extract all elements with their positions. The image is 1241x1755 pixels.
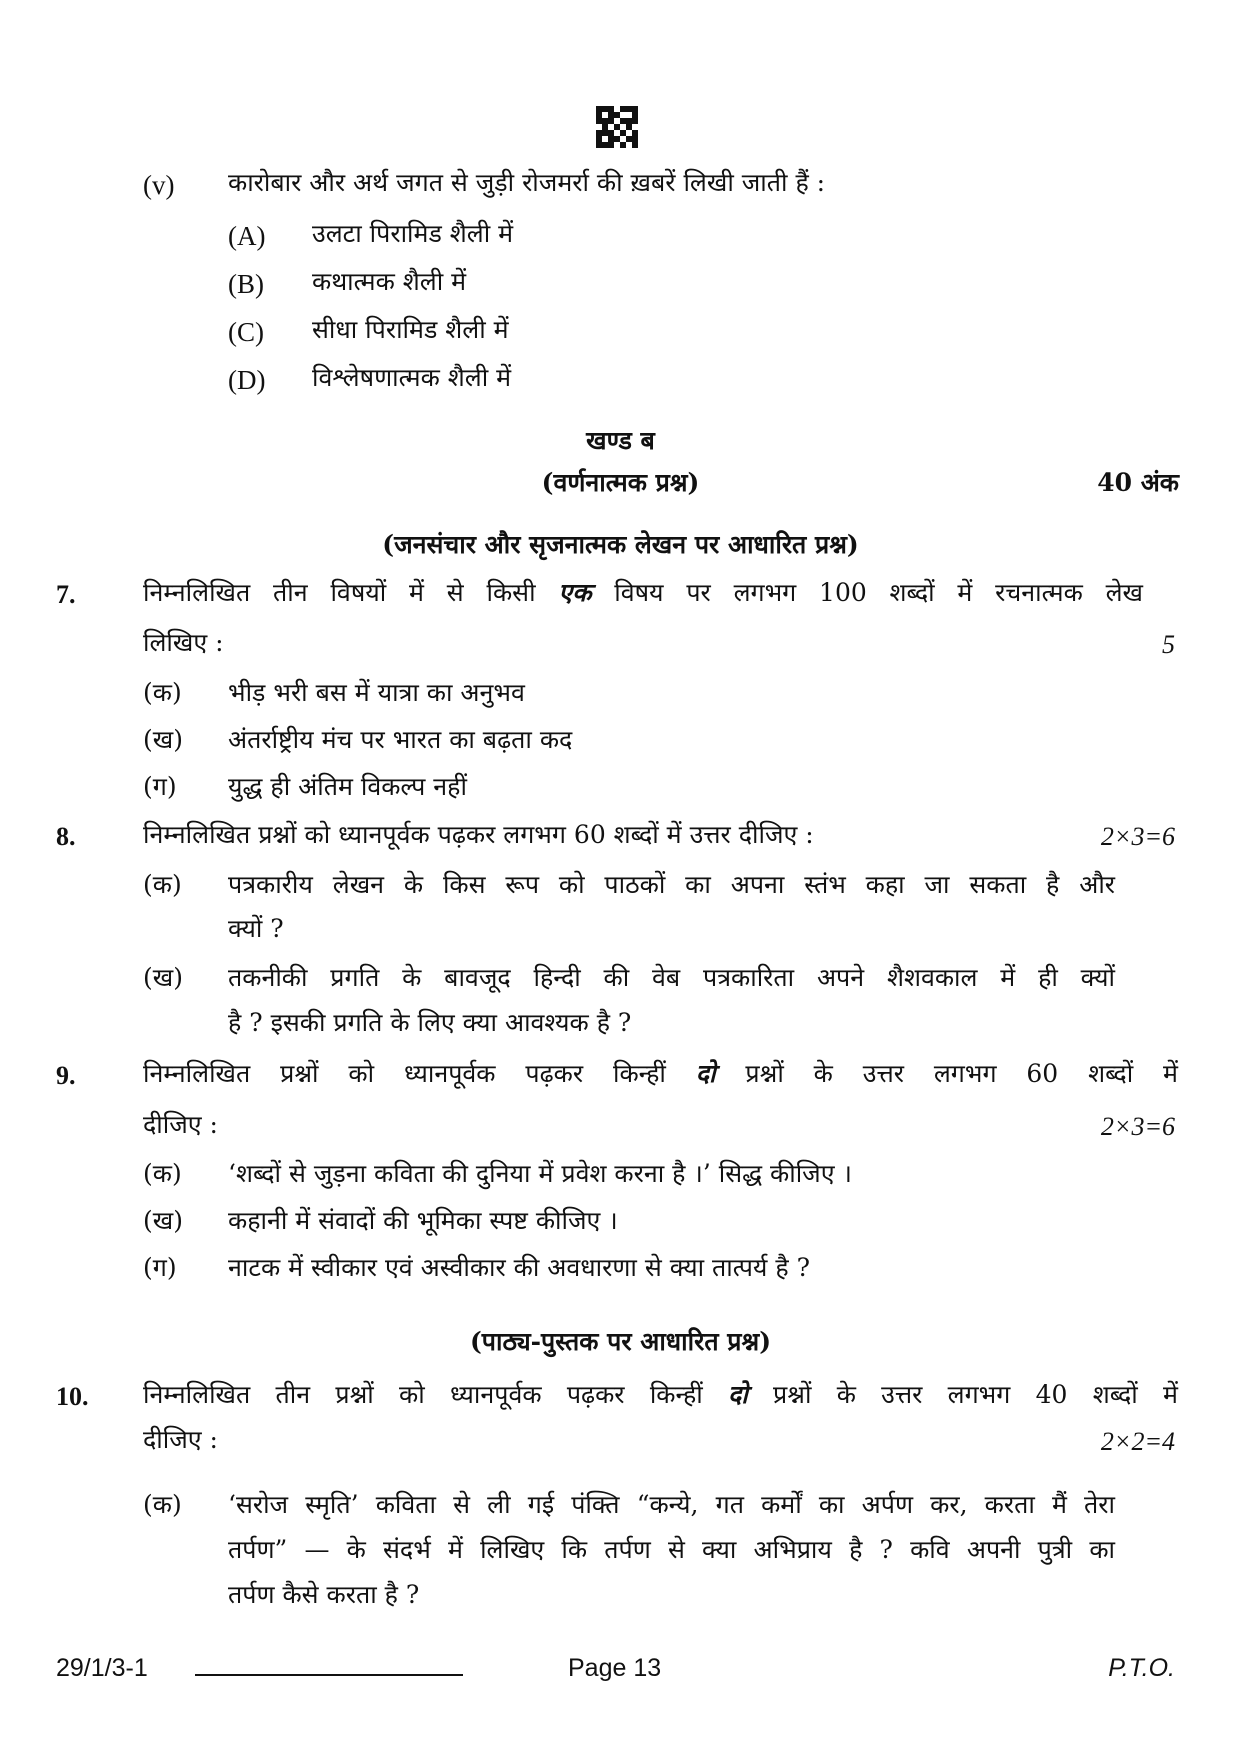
q8-item-kha-line2: है ? इसकी प्रगति के लिए क्या आवश्यक है ? bbox=[228, 1008, 632, 1037]
qr-code bbox=[596, 106, 638, 148]
q10-item-ka-line3: तर्पण कैसे करता है ? bbox=[228, 1580, 420, 1609]
q9-line1-a: निम्नलिखित प्रश्नों को ध्यानपूर्वक पढ़कर किन्हीं bbox=[143, 1059, 666, 1088]
q7-marks: 5 bbox=[1162, 630, 1175, 659]
section-marks: 40 अंक bbox=[1097, 468, 1179, 497]
option-b-text: कथात्मक शैली में bbox=[312, 267, 467, 296]
section-subtitle: (वर्णनात्मक प्रश्न) bbox=[541, 468, 700, 497]
q9-item-ka-label: (क) bbox=[143, 1159, 182, 1188]
q7-line1 bbox=[143, 576, 1143, 610]
q7-emphasis: एक bbox=[558, 578, 592, 607]
pto-label: P.T.O. bbox=[1108, 1654, 1175, 1682]
q9-item-ga-label: (ग) bbox=[143, 1253, 177, 1282]
q10-emphasis: दो bbox=[728, 1380, 748, 1409]
q8-marks: 2×3=6 bbox=[1100, 822, 1175, 851]
option-a-label: (A) bbox=[228, 221, 266, 251]
option-c-text: सीधा पिरामिड शैली में bbox=[312, 315, 509, 344]
section-title: खण्ड ब bbox=[586, 426, 655, 455]
q7-number: 7. bbox=[56, 580, 76, 609]
q8-item-ka-line2: क्यों ? bbox=[228, 914, 284, 943]
q8-item-kha-label: (ख) bbox=[143, 963, 183, 992]
q9-item-kha-label: (ख) bbox=[143, 1206, 183, 1235]
option-c-label: (C) bbox=[228, 317, 264, 347]
page-footer bbox=[0, 1654, 1241, 1694]
q7-line2: लिखिए : bbox=[143, 628, 224, 657]
option-d-text: विश्लेषणात्मक शैली में bbox=[312, 363, 512, 392]
q9-number: 9. bbox=[56, 1061, 76, 1090]
q8-line1: निम्नलिखित प्रश्नों को ध्यानपूर्वक पढ़कर लगभग 60 शब्दों में उत्तर दीजिए : bbox=[143, 820, 814, 849]
q8-item-ka-line1: पत्रकारीय लेखन के किस रूप को पाठकों का अपना स्तंभ कहा जा सकता है और bbox=[228, 870, 1115, 899]
part2-heading: (पाठ्य-पुस्तक पर आधारित प्रश्न) bbox=[469, 1327, 772, 1356]
q9-line2: दीजिए : bbox=[143, 1110, 218, 1139]
paper-code: 29/1/3-1 bbox=[56, 1654, 148, 1682]
q7-item-ka-text: भीड़ भरी बस में यात्रा का अनुभव bbox=[228, 678, 525, 707]
q9-line1 bbox=[143, 1057, 1178, 1091]
part1-heading: (जनसंचार और सृजनात्मक लेखन पर आधारित प्रश्न) bbox=[382, 530, 859, 559]
q9-line1-b: प्रश्नों के उत्तर लगभग 60 शब्दों में bbox=[745, 1059, 1179, 1088]
q8-item-kha-line1: तकनीकी प्रगति के बावजूद हिन्दी की वेब पत्रकारिता अपने शैशवकाल में ही क्यों bbox=[228, 963, 1115, 992]
q10-line1 bbox=[143, 1378, 1178, 1412]
q7-line1-a: निम्नलिखित तीन विषयों में से किसी bbox=[143, 578, 536, 607]
q10-item-ka-label: (क) bbox=[143, 1490, 182, 1519]
q7-line1-b: विषय पर लगभग 100 शब्दों में रचनात्मक लेख bbox=[614, 578, 1144, 607]
q10-item-ka-line2: तर्पण” — के संदर्भ में लिखिए कि तर्पण से क्या अभिप्राय है ? कवि अपनी पुत्री का bbox=[228, 1535, 1115, 1564]
q10-number: 10. bbox=[56, 1382, 89, 1411]
q9-emphasis: दो bbox=[695, 1059, 716, 1088]
q7-item-kha-text: अंतर्राष्ट्रीय मंच पर भारत का बढ़ता कद bbox=[228, 725, 573, 754]
q9-item-kha-text: कहानी में संवादों की भूमिका स्पष्ट कीजिए । bbox=[228, 1206, 618, 1235]
q9-item-ga-text: नाटक में स्वीकार एवं अस्वीकार की अवधारणा से क्या तात्पर्य है ? bbox=[228, 1253, 810, 1282]
q10-marks: 2×2=4 bbox=[1100, 1427, 1175, 1456]
page-number: Page 13 bbox=[568, 1654, 662, 1682]
option-a-text: उलटा पिरामिड शैली में bbox=[312, 219, 514, 248]
option-b-label: (B) bbox=[228, 269, 264, 299]
q7-item-kha-label: (ख) bbox=[143, 725, 183, 754]
question-v-text: कारोबार और अर्थ जगत से जुड़ी रोजमर्रा की ख़बरें लिखी जाती हैं : bbox=[228, 168, 826, 197]
q10-line2: दीजिए : bbox=[143, 1425, 218, 1454]
q8-item-ka-label: (क) bbox=[143, 870, 182, 899]
q8-number: 8. bbox=[56, 822, 76, 851]
q7-item-ka-label: (क) bbox=[143, 678, 182, 707]
q7-item-ga-text: युद्ध ही अंतिम विकल्प नहीं bbox=[228, 772, 467, 801]
q9-marks: 2×3=6 bbox=[1100, 1112, 1175, 1141]
question-v-label: (v) bbox=[143, 170, 175, 200]
footer-rule bbox=[195, 1674, 463, 1676]
q10-line1-a: निम्नलिखित तीन प्रश्नों को ध्यानपूर्वक पढ़कर किन्हीं bbox=[143, 1380, 703, 1409]
q7-item-ga-label: (ग) bbox=[143, 772, 177, 801]
q9-item-ka-text: ‘शब्दों से जुड़ना कविता की दुनिया में प्रवेश करना है ।’ सिद्ध कीजिए । bbox=[228, 1159, 852, 1188]
option-d-label: (D) bbox=[228, 365, 266, 395]
q10-line1-b: प्रश्नों के उत्तर लगभग 40 शब्दों में bbox=[773, 1380, 1178, 1409]
q10-item-ka-line1: ‘सरोज स्मृति’ कविता से ली गई पंक्ति “कन्ये, गत कर्मों का अर्पण कर, करता मैं तेरा bbox=[228, 1490, 1115, 1519]
